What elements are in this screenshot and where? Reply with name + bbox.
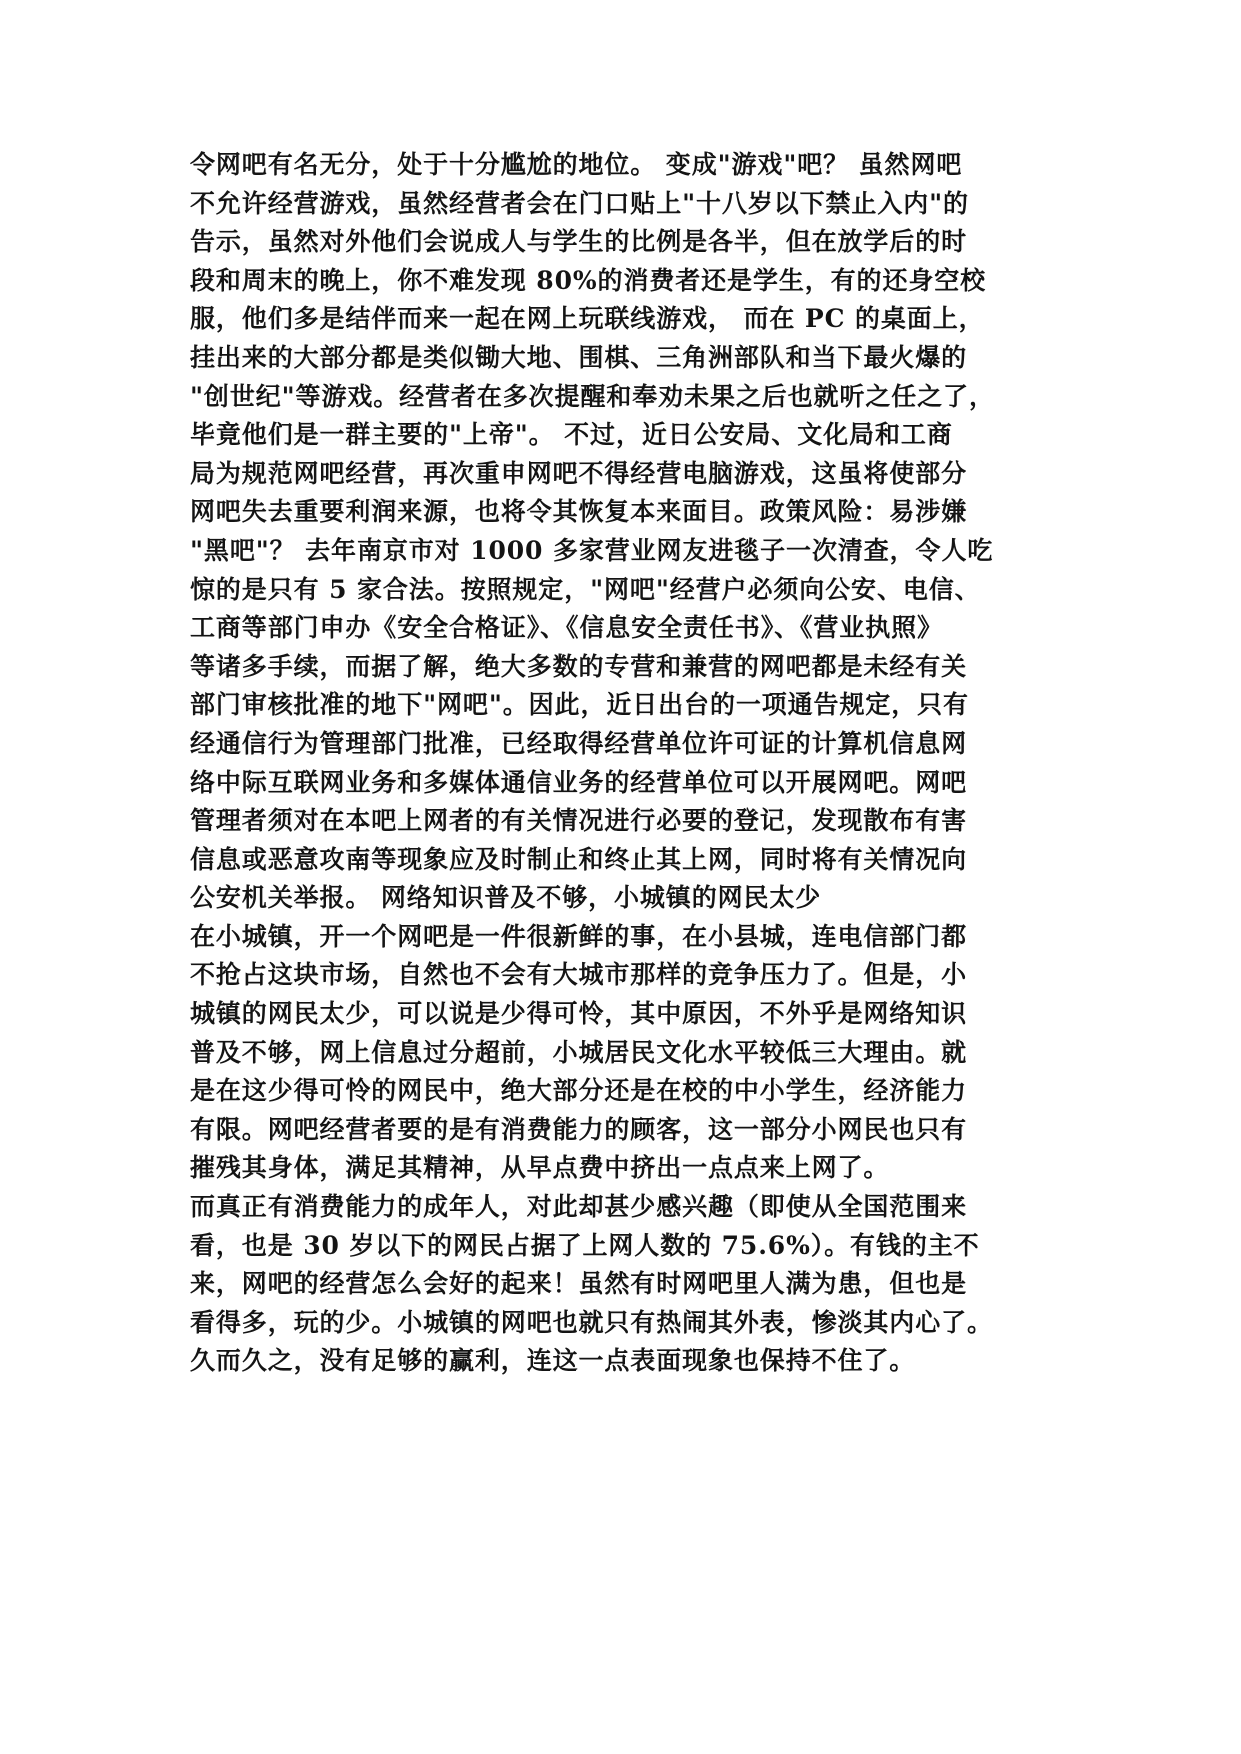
text-line-19: 信息或恶意攻南等现象应及时制止和终止其上网，同时将有关情况向 [190, 844, 968, 874]
text-line-11: "黑吧"？ 去年南京市对 1000 多家营业网友进毯子一次清查，令人吃 [190, 535, 994, 565]
text-line-4: 段和周末的晚上，你不难发现 80%的消费者还是学生，有的还身空校 [190, 265, 987, 295]
text-line-22: 不抢占这块市场，自然也不会有大城市那样的竞争压力了。但是，小 [190, 960, 968, 990]
text-line-12: 惊的是只有 5 家合法。按照规定，"网吧"经营户必须向公安、电信、 [190, 574, 981, 604]
text-line-27: 摧残其身体，满足其精神，从早点费中挤出一点点来上网了。 [190, 1153, 890, 1183]
text-line-5: 服，他们多是结伴而来一起在网上玩联线游戏， 而在 PC 的桌面上， [190, 304, 985, 334]
text-line-3: 告示，虽然对外他们会说成人与学生的比例是各半，但在放学后的时 [190, 227, 968, 257]
text-line-31: 看得多，玩的少。小城镇的网吧也就只有热闹其外表，惨淡其内心了。 [190, 1307, 993, 1337]
text-line-6: 挂出来的大部分都是类似锄大地、围棋、三角洲部队和当下最火爆的 [190, 342, 968, 372]
text-line-26: 有限。网吧经营者要的是有消费能力的顾客，这一部分小网民也只有 [190, 1114, 968, 1144]
text-line-32: 久而久之，没有足够的赢利，连这一点表面现象也保持不住了。 [190, 1346, 916, 1376]
text-line-9: 局为规范网吧经营，再次重申网吧不得经营电脑游戏，这虽将使部分 [190, 458, 968, 488]
text-line-21: 在小城镇，开一个网吧是一件很新鲜的事，在小县城，连电信部门都 [190, 921, 968, 951]
text-line-2: 不允许经营游戏，虽然经营者会在门口贴上"十八岁以下禁止入内"的 [190, 188, 969, 218]
text-line-23: 城镇的网民太少，可以说是少得可怜，其中原因，不外乎是网络知识 [190, 999, 968, 1029]
text-line-17: 络中际互联网业务和多媒体通信业务的经营单位可以开展网吧。网吧 [190, 767, 968, 797]
text-line-15: 部门审核批准的地下"网吧"。因此，近日出台的一项通告规定，只有 [190, 690, 969, 720]
text-line-14: 等诸多手续，而据了解，绝大多数的专营和兼营的网吧都是未经有关 [190, 651, 968, 681]
text-line-20: 公安机关举报。 网络知识普及不够，小城镇的网民太少 [190, 883, 822, 913]
text-line-7: "创世纪"等游戏。经营者在多次提醒和奉劝未果之后也就听之任之了， [190, 381, 995, 411]
text-line-24: 普及不够，网上信息过分超前，小城居民文化水平较低三大理由。就 [190, 1037, 968, 1067]
text-line-1: 令网吧有名无分，处于十分尴尬的地位。 变成"游戏"吧？ 虽然网吧 [190, 150, 963, 179]
text-line-25: 是在这少得可怜的网民中，绝大部分还是在校的中小学生，经济能力 [190, 1076, 968, 1106]
article-body [190, 146, 1090, 1381]
text-line-10: 网吧失去重要利润来源，也将令其恢复本来面目。政策风险：易涉嫌 [190, 497, 968, 527]
text-line-29: 看，也是 30 岁以下的网民占据了上网人数的 75.6%）。有钱的主不 [190, 1230, 980, 1260]
text-line-18: 管理者须对在本吧上网者的有关情况进行必要的登记，发现散布有害 [190, 806, 968, 836]
text-line-8: 毕竟他们是一群主要的"上帝"。 不过，近日公安局、文化局和工商 [190, 420, 953, 450]
text-line-16: 经通信行为管理部门批准，已经取得经营单位许可证的计算机信息网 [190, 728, 968, 758]
text-line-28: 而真正有消费能力的成年人，对此却甚少感兴趣（即使从全国范围来 [190, 1192, 968, 1222]
text-line-13: 工商等部门申办《安全合格证》、《信息安全责任书》、《营业执照》 [190, 613, 943, 643]
text-line-30: 来，网吧的经营怎么会好的起来！虽然有时网吧里人满为患，但也是 [190, 1269, 968, 1299]
